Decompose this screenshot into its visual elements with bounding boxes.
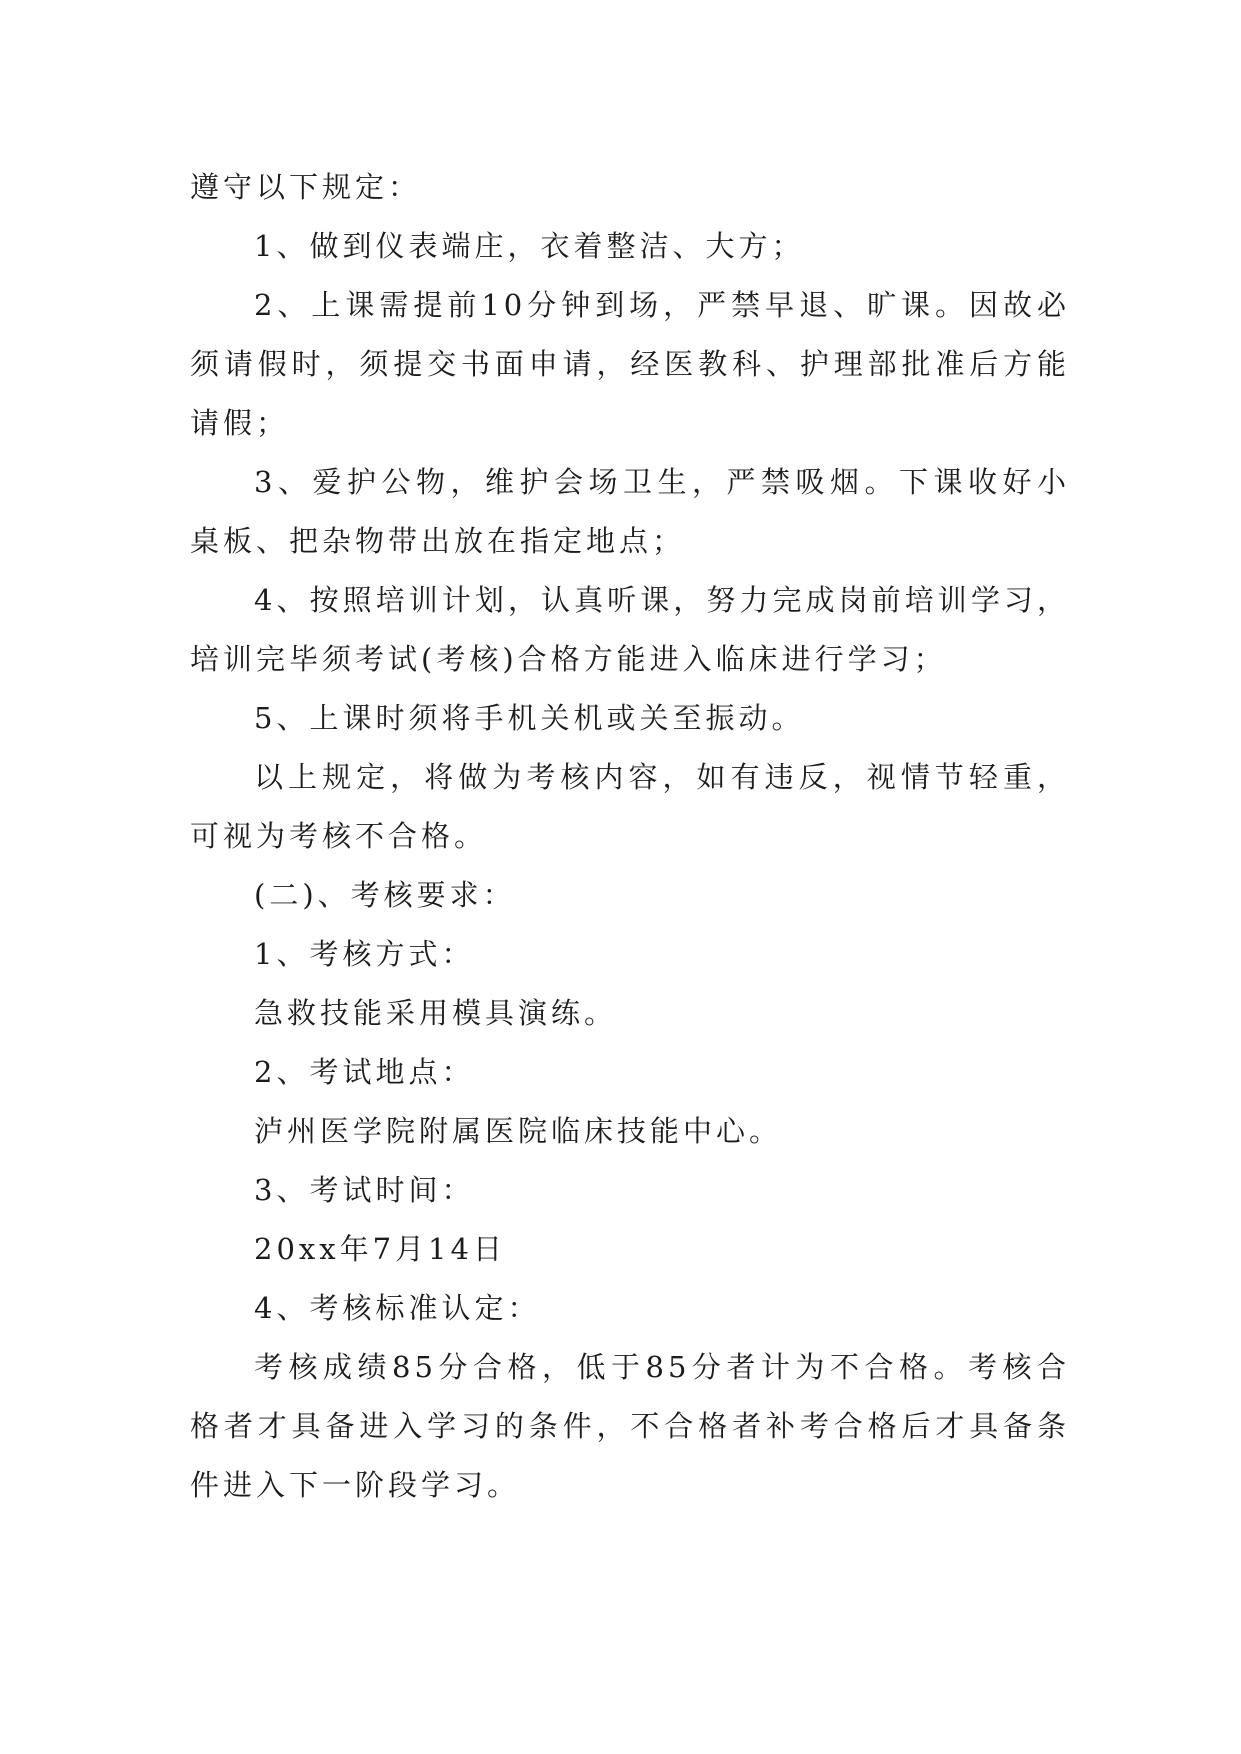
text-line-rules-intro: 遵守以下规定： xyxy=(190,170,422,204)
text-line-rule-2-part-3: 请假； xyxy=(190,406,290,440)
text-line-standard-part-3: 件进入下一阶段学习。 xyxy=(190,1468,521,1502)
section-heading-exam-requirements: (二)、考核要求： xyxy=(254,878,516,912)
text-line-exam-method-value: 急救技能采用模具演练。 xyxy=(254,996,618,1030)
text-line-exam-method-label: 1、考核方式： xyxy=(254,937,475,971)
text-line-summary-part-1: 以上规定，将做为考核内容，如有违反，视情节轻重， xyxy=(254,760,1070,794)
text-line-rule-5: 5、上课时须将手机关机或关至振动。 xyxy=(254,701,805,735)
text-line-rule-4-part-2: 培训完毕须考试(考核)合格方能进入临床进行学习； xyxy=(190,642,947,676)
text-line-exam-location-value: 泸州医学院附属医院临床技能中心。 xyxy=(254,1114,783,1148)
text-line-exam-location-label: 2、考试地点： xyxy=(254,1055,475,1089)
document-body xyxy=(190,158,1070,1515)
text-line-rule-3-part-1: 3、爱护公物，维护会场卫生，严禁吸烟。下课收好小 xyxy=(254,465,1070,499)
text-line-rule-2-part-2: 须请假时，须提交书面申请，经医教科、护理部批准后方能 xyxy=(190,347,1070,381)
text-line-exam-time-value: 20xx年7月14日 xyxy=(254,1232,506,1266)
text-line-exam-time-label: 3、考试时间： xyxy=(254,1173,475,1207)
text-line-rule-1: 1、做到仪表端庄，衣着整洁、大方； xyxy=(254,229,805,263)
text-line-standard-part-1: 考核成绩85分合格，低于85分者计为不合格。考核合 xyxy=(254,1350,1070,1384)
text-line-rule-4-part-1: 4、按照培训计划，认真听课，努力完成岗前培训学习， xyxy=(254,583,1070,617)
text-line-rule-3-part-2: 桌板、把杂物带出放在指定地点； xyxy=(190,524,686,558)
text-line-standard-part-2: 格者才具备进入学习的条件，不合格者补考合格后才具备条 xyxy=(190,1409,1070,1443)
text-line-summary-part-2: 可视为考核不合格。 xyxy=(190,819,488,853)
text-line-rule-2-part-1: 2、上课需提前10分钟到场，严禁早退、旷课。因故必 xyxy=(254,288,1070,322)
text-line-standard-label: 4、考核标准认定： xyxy=(254,1291,541,1325)
